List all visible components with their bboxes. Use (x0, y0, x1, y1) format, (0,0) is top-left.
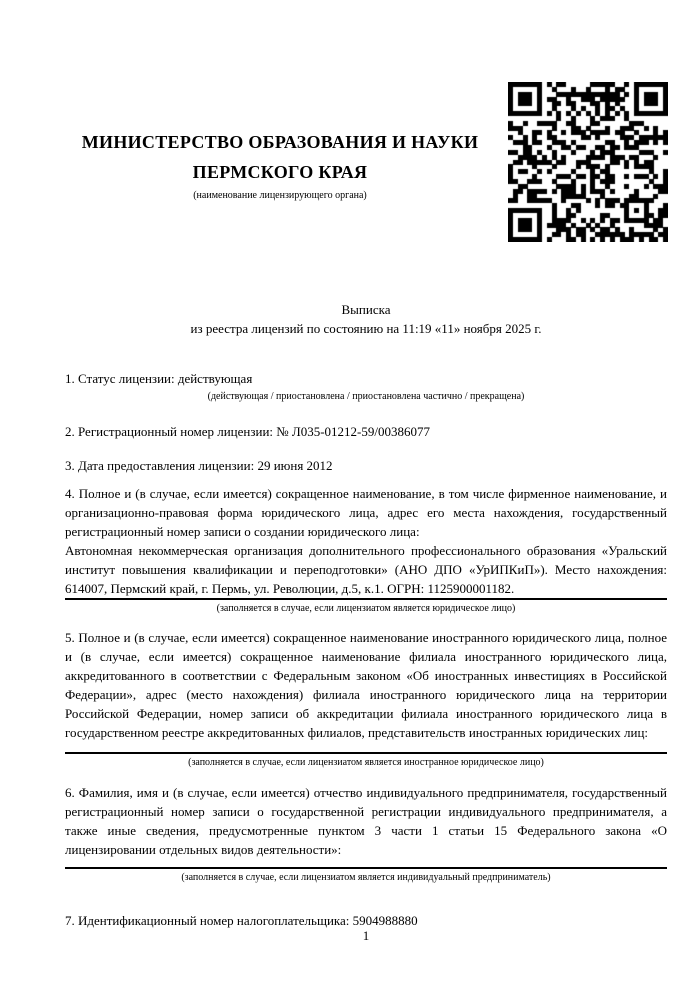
page-number: 1 (362, 928, 370, 943)
section-individual-entrepreneur (65, 783, 667, 885)
document-title-line1: Выписка (341, 302, 391, 317)
fill-in-rule (65, 598, 667, 616)
section-license-date (65, 456, 667, 475)
document-header (62, 127, 498, 202)
individual-entrepreneur-note: (заполняется в случае, если лицензиатом является индивидуальный предприниматель) (181, 872, 551, 883)
license-date-text: 3. Дата предоставления лицензии: 29 июня 2012 (65, 458, 333, 473)
individual-entrepreneur-value (65, 859, 667, 867)
document-body (65, 300, 667, 930)
section-legal-entity (65, 484, 667, 616)
foreign-entity-note: (заполняется в случае, если лицензиатом является иностранное юридическое лицо) (188, 757, 544, 768)
ministry-name (62, 127, 498, 187)
section-registration-number (65, 422, 667, 441)
foreign-entity-value (65, 742, 667, 752)
fill-in-rule (65, 752, 667, 770)
document-title (65, 300, 667, 338)
legal-entity-label: 4. Полное и (в случае, если имеется) сокращенное наименование, в том числе фирменное наименование, и организационно-правовая форма юридического лица, адрес его места нахождения, государственный регистрационный номер записи о создании юридического лица: (65, 486, 667, 539)
ministry-name-line2: ПЕРМСКОГО КРАЯ (192, 162, 368, 182)
license-status-text: 1. Статус лицензии: действующая (65, 371, 253, 386)
document-title-line2: из реестра лицензий по состоянию на 11:19 «11» ноября 2025 г. (190, 321, 542, 336)
registration-number-text: 2. Регистрационный номер лицензии: № Л035-01212-59/00386077 (65, 424, 431, 439)
taxpayer-number-text: 7. Идентификационный номер налогоплательщика: 5904988880 (65, 913, 418, 928)
individual-entrepreneur-label: 6. Фамилия, имя и (в случае, если имеется) отчество индивидуального предпринимателя, государственный регистрационный номер записи о государственной регистрации индивидуального предпринимателя, а также иные сведения, предусмотренные пунктом 3 части 1 статьи 15 Федерального закона «О лицензировании отдельных видов деятельности»: (65, 785, 667, 857)
license-status-note: (действующая / приостановлена / приостановлена частично / прекращена) (207, 391, 525, 402)
fill-in-rule (65, 867, 667, 885)
section-license-status (65, 369, 667, 404)
legal-entity-note: (заполняется в случае, если лицензиатом является юридическое лицо) (216, 603, 516, 614)
section-foreign-entity (65, 628, 667, 770)
qr-code-icon (508, 82, 668, 242)
ministry-name-line1: МИНИСТЕРСТВО ОБРАЗОВАНИЯ И НАУКИ (81, 132, 479, 152)
foreign-entity-label: 5. Полное и (в случае, если имеется) сокращенное наименование иностранного юридического лица, полное и (в случае, если имеется) сокращенное наименование филиала иностранного юридического лица, аккредитованного в соответствии с Федеральным законом «Об иностранных инвестициях в Российской Федерации», адрес (место нахождения) филиала иностранного юридического лица на территории Российской Федерации, номер записи об аккредитации филиала иностранного юридического лица в государственном реестре аккредитованных филиалов, представительств иностранных юридических лиц: (65, 630, 667, 740)
ministry-caption: (наименование лицензирующего органа) (193, 190, 367, 201)
legal-entity-value: Автономная некоммерческая организация дополнительного профессионального образования «Уральский институт повышения квалификации и переподготовки» (АНО ДПО «УрИПКиП»). Место нахождения: 614007, Пермский край, г. Пермь, ул. Революции, д.5, к.1. ОГРН: 1125900001182. (65, 543, 667, 596)
